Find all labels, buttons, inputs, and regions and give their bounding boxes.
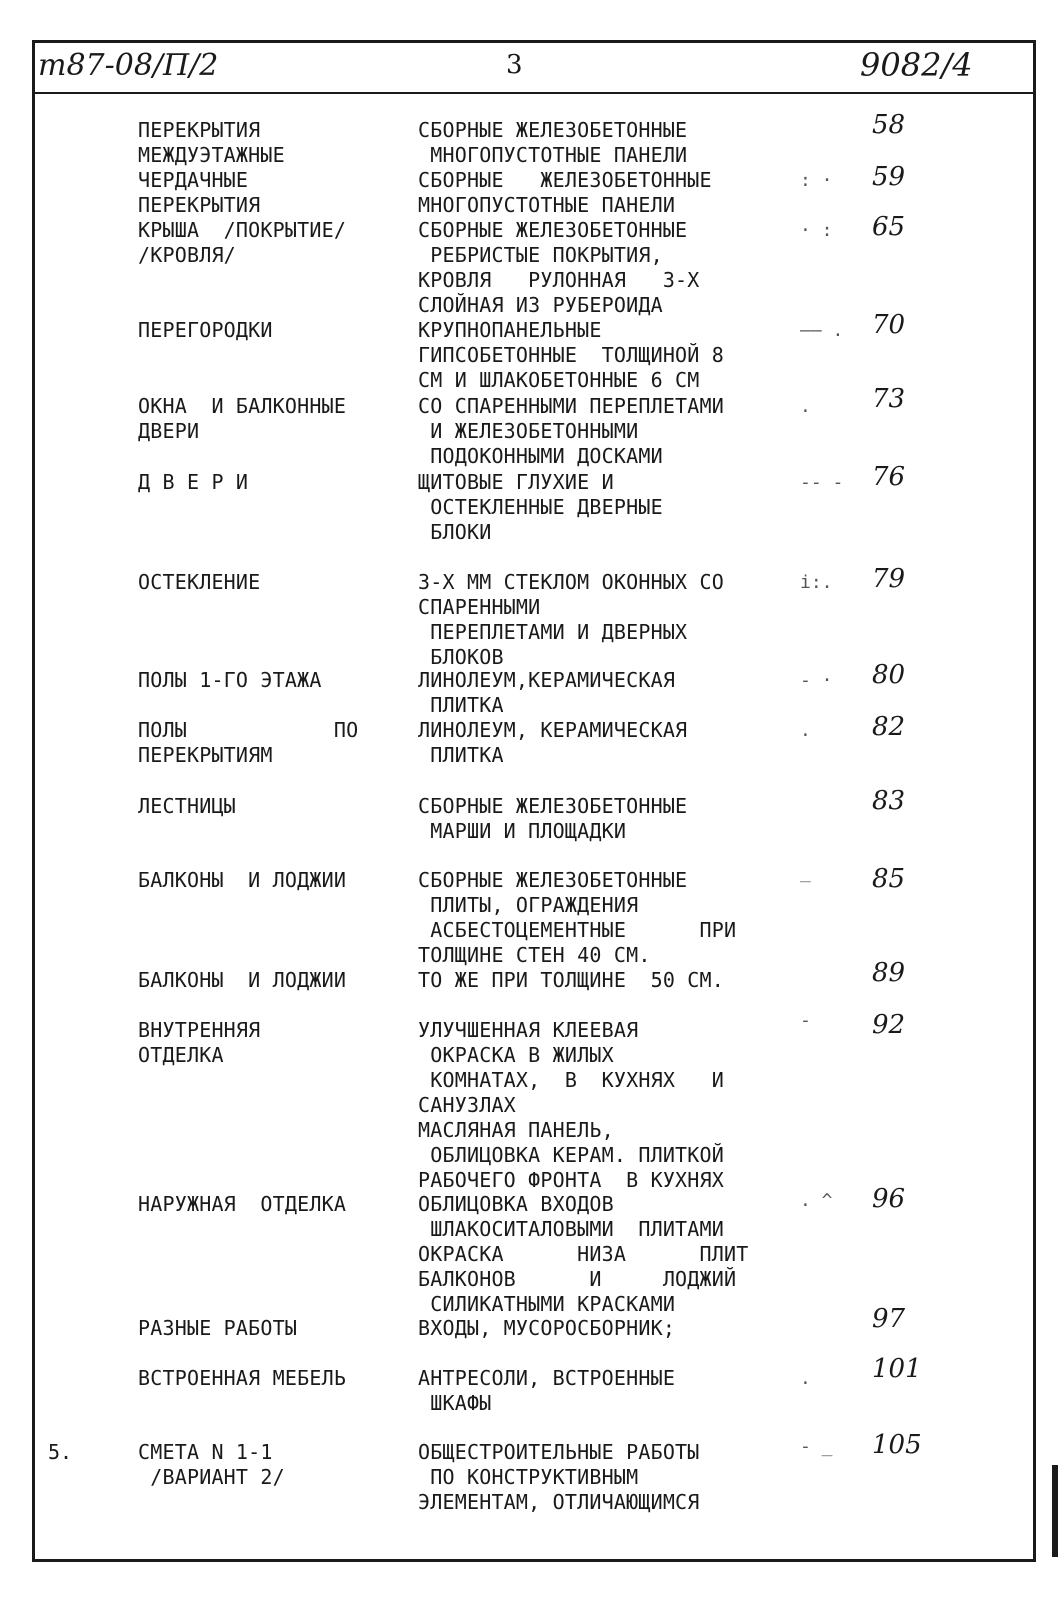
inventory-number: 9082/4 — [860, 46, 973, 84]
section-name: Д В Е Р И — [138, 470, 249, 494]
section-description: КРУПНОПАНЕЛЬНЫЕ ГИПСОБЕТОННЫЕ ТОЛЩИНОЙ 8 СМ И ШЛАКОБЕТОННЫЕ 6 СМ — [418, 318, 725, 392]
leader-dots: -- - — [800, 472, 844, 493]
leader-dots: - · — [800, 670, 833, 691]
leader-dots: - — [800, 1010, 811, 1031]
section-description: СО СПАРЕННЫМИ ПЕРЕПЛЕТАМИ И ЖЕЛЕЗОБЕТОННЫМИ ПОДОКОННЫМИ ДОСКАМИ — [418, 394, 725, 468]
section-description: ЩИТОВЫЕ ГЛУХИЕ И ОСТЕКЛЕННЫЕ ДВЕРНЫЕ БЛОКИ — [418, 470, 663, 544]
section-name: ВСТРОЕННАЯ МЕБЕЛЬ — [138, 1366, 347, 1390]
section-description: СБОРНЫЕ ЖЕЛЕЗОБЕТОННЫЕ РЕБРИСТЫЕ ПОКРЫТИЯ, КРОВЛЯ РУЛОННАЯ 3-Х СЛОЙНАЯ ИЗ РУБЕРОИДА — [418, 218, 700, 317]
page-reference: 80 — [872, 660, 906, 690]
leader-dots: _ — [800, 862, 811, 883]
section-name: СМЕТА N 1-1 /ВАРИАНТ 2/ — [138, 1440, 285, 1489]
section-description: ОБЛИЦОВКА ВХОДОВ ШЛАКОСИТАЛОВЫМИ ПЛИТАМИ ОКРАСКА НИЗА ПЛИТ БАЛКОНОВ И ЛОДЖИЙ СИЛИКАТНЫМИ КРАСКАМИ — [418, 1192, 749, 1316]
section-description: СБОРНЫЕ ЖЕЛЕЗОБЕТОННЫЕ ПЛИТЫ, ОГРАЖДЕНИЯ АСБЕСТОЦЕМЕНТНЫЕ ПРИ ТОЛЩИНЕ СТЕН 40 СМ. — [418, 868, 737, 967]
section-name: ОКНА И БАЛКОННЫЕ ДВЕРИ — [138, 394, 347, 443]
section-description: СБОРНЫЕ ЖЕЛЕЗОБЕТОННЫЕ МНОГОПУСТОТНЫЕ ПАНЕЛИ — [418, 118, 688, 167]
section-name: НАРУЖНАЯ ОТДЕЛКА — [138, 1192, 347, 1216]
page-reference: 82 — [872, 712, 906, 742]
item-number: 5. — [48, 1440, 73, 1464]
leader-dots: . — [800, 396, 811, 417]
page-reference: 92 — [872, 1010, 906, 1040]
scan-edge-mark — [1052, 1465, 1058, 1557]
document-code: т87-08/П/2 — [38, 48, 219, 83]
section-name: ПЕРЕГОРОДКИ — [138, 318, 273, 342]
page-reference: 101 — [872, 1354, 922, 1384]
leader-dots: : · — [800, 170, 833, 191]
section-description: СБОРНЫЕ ЖЕЛЕЗОБЕТОННЫЕ МАРШИ И ПЛОЩАДКИ — [418, 794, 688, 843]
section-name: БАЛКОНЫ И ЛОДЖИИ — [138, 968, 347, 992]
section-description: ОБЩЕСТРОИТЕЛЬНЫЕ РАБОТЫ ПО КОНСТРУКТИВНЫМ ЭЛЕМЕНТАМ, ОТЛИЧАЮЩИМСЯ — [418, 1440, 700, 1514]
page-reference: 105 — [872, 1430, 922, 1460]
leader-dots: i:. — [800, 572, 833, 593]
page-reference: 65 — [872, 212, 906, 242]
section-name: ВНУТРЕННЯЯ ОТДЕЛКА — [138, 1018, 261, 1067]
page-reference: 73 — [872, 384, 906, 414]
section-name: ЛЕСТНИЦЫ — [138, 794, 236, 818]
section-name: РАЗНЫЕ РАБОТЫ — [138, 1316, 298, 1340]
page-reference: 89 — [872, 958, 906, 988]
section-name: ПЕРЕКРЫТИЯ МЕЖДУЭТАЖНЫЕ — [138, 118, 285, 167]
section-description: УЛУЧШЕННАЯ КЛЕЕВАЯ ОКРАСКА В ЖИЛЫХ КОМНАТАХ, В КУХНЯХ И САНУЗЛАХ МАСЛЯНАЯ ПАНЕЛЬ, ОБЛИЦОВКА КЕРАМ. ПЛИТКОЙ РАБОЧЕГО ФРОНТА В КУХНЯХ — [418, 1018, 725, 1192]
page-reference: 70 — [872, 310, 906, 340]
section-description: ТО ЖЕ ПРИ ТОЛЩИНЕ 50 СМ. — [418, 968, 725, 992]
leader-dots: —— . — [800, 320, 844, 341]
page-reference: 96 — [872, 1184, 906, 1214]
section-description: ВХОДЫ, МУСОРОСБОРНИК; — [418, 1316, 676, 1340]
section-description: ЛИНОЛЕУМ, КЕРАМИЧЕСКАЯ ПЛИТКА — [418, 718, 688, 767]
page-reference: 85 — [872, 864, 906, 894]
page-reference: 58 — [872, 110, 906, 140]
section-description: ЛИНОЛЕУМ,КЕРАМИЧЕСКАЯ ПЛИТКА — [418, 668, 676, 717]
section-name: ПОЛЫ 1-ГО ЭТАЖА — [138, 668, 322, 692]
page-reference: 97 — [872, 1304, 906, 1334]
section-name: ЧЕРДАЧНЫЕ ПЕРЕКРЫТИЯ — [138, 168, 261, 217]
page-reference: 79 — [872, 564, 906, 594]
section-description: СБОРНЫЕ ЖЕЛЕЗОБЕТОННЫЕ МНОГОПУСТОТНЫЕ ПАНЕЛИ — [418, 168, 712, 217]
header-divider — [35, 92, 1033, 94]
section-name: БАЛКОНЫ И ЛОДЖИИ — [138, 868, 347, 892]
section-name: КРЫША /ПОКРЫТИЕ/ /КРОВЛЯ/ — [138, 218, 347, 267]
leader-dots: . — [800, 1368, 811, 1389]
section-name: ПОЛЫ ПО ПЕРЕКРЫТИЯМ — [138, 718, 359, 767]
page-reference: 59 — [872, 162, 906, 192]
leader-dots: - _ — [800, 1436, 833, 1457]
section-description: АНТРЕСОЛИ, ВСТРОЕННЫЕ ШКАФЫ — [418, 1366, 676, 1415]
leader-dots: · : — [800, 220, 833, 241]
page-reference: 83 — [872, 786, 906, 816]
leader-dots: . ^ — [800, 1190, 833, 1211]
section-description: 3-Х ММ СТЕКЛОМ ОКОННЫХ СО СПАРЕННЫМИ ПЕРЕПЛЕТАМИ И ДВЕРНЫХ БЛОКОВ — [418, 570, 725, 669]
sheet-number: 3 — [506, 50, 523, 80]
page-reference: 76 — [872, 462, 906, 492]
leader-dots: . — [800, 720, 811, 741]
section-name: ОСТЕКЛЕНИЕ — [138, 570, 261, 594]
